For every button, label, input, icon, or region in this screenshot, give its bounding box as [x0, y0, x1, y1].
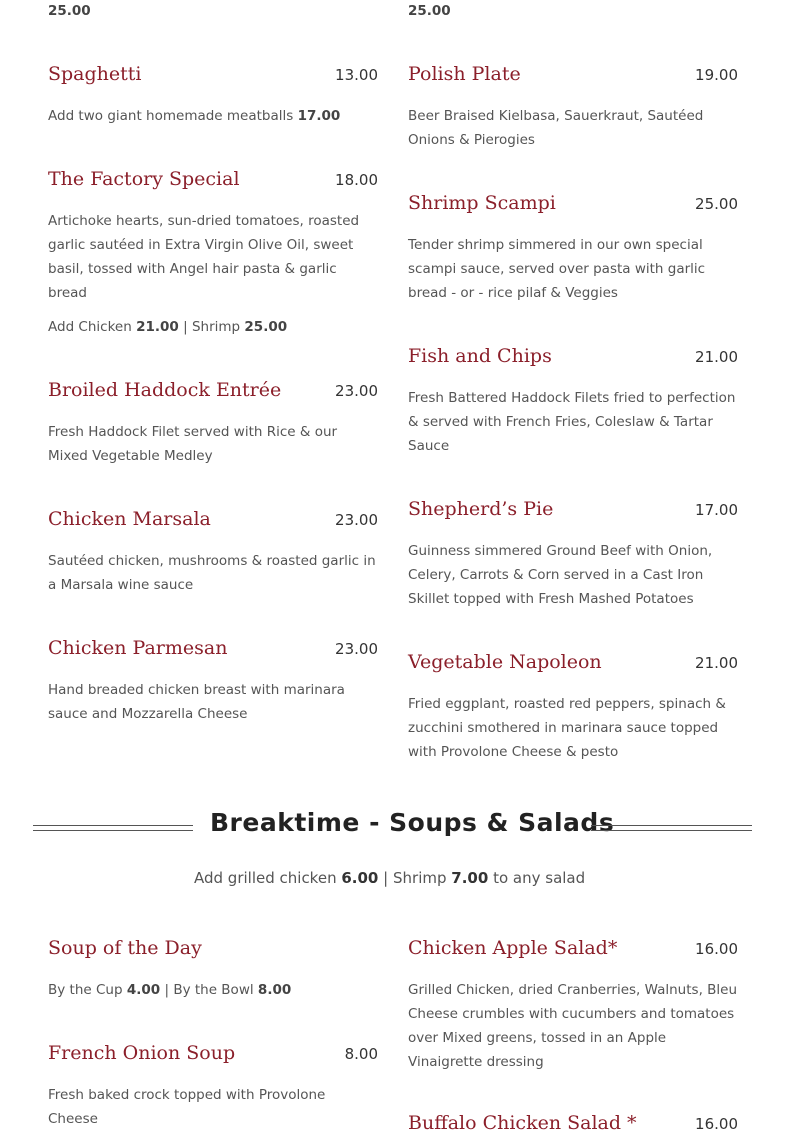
section-rule-right	[591, 825, 752, 831]
item-price: 23.00	[335, 382, 378, 400]
item-description: Grilled Chicken, dried Cranberries, Walnuts, Bleu Cheese crumbles with cucumbers and tomatoes over Mixed greens, tossed in an Apple Vinaigrette dressing	[408, 982, 738, 1070]
item-name: Shepherd’s Pie	[408, 498, 554, 520]
item-price: 16.00	[695, 940, 738, 958]
item-price: 16.00	[695, 1115, 738, 1133]
item-description: Sautéed chicken, mushrooms & roasted garlic in a Marsala wine sauce	[48, 553, 376, 593]
item-price: 17.00	[695, 501, 738, 519]
item-description: Fresh Battered Haddock Filets fried to perfection & served with French Fries, Coleslaw & Tartar Sauce	[408, 390, 736, 454]
item-price: 25.00	[695, 195, 738, 213]
item-price: 21.00	[695, 654, 738, 672]
item-description: Artichoke hearts, sun-dried tomatoes, roasted garlic sautéed in Extra Virgin Olive Oil, sweet basil, tossed with Angel hair pasta & garlic bread	[48, 213, 360, 301]
item-name: Shrimp Scampi	[408, 192, 556, 214]
section-title: Breaktime - Soups & Salads	[210, 808, 615, 837]
item-name: Broiled Haddock Entrée	[48, 379, 282, 401]
item-price: 18.00	[335, 171, 378, 189]
item-description: Beer Braised Kielbasa, Sauerkraut, Sautéed Onions & Pierogies	[408, 108, 704, 148]
item-name: French Onion Soup	[48, 1042, 236, 1064]
prev-item-price-left: 25.00	[48, 3, 91, 19]
add-on-line: Add Chicken 21.00 | Shrimp 25.00	[48, 319, 288, 335]
item-name: Fish and Chips	[408, 345, 552, 367]
item-name: Spaghetti	[48, 63, 142, 85]
item-description: Guinness simmered Ground Beef with Onion, Celery, Carrots & Corn served in a Cast Iron Skillet topped with Fresh Mashed Potatoes	[408, 543, 713, 607]
item-name: The Factory Special	[48, 168, 240, 190]
item-name: Vegetable Napoleon	[408, 651, 602, 673]
item-price: 21.00	[695, 348, 738, 366]
item-name: Polish Plate	[408, 63, 521, 85]
prev-item-price-right: 25.00	[408, 3, 451, 19]
item-name: Chicken Apple Salad*	[408, 937, 618, 959]
item-description: Fresh Haddock Filet served with Rice & our Mixed Vegetable Medley	[48, 424, 338, 464]
item-name: Chicken Marsala	[48, 508, 211, 530]
item-price: 23.00	[335, 640, 378, 658]
item-description: Hand breaded chicken breast with marinara sauce and Mozzarella Cheese	[48, 682, 345, 722]
item-name: Chicken Parmesan	[48, 637, 228, 659]
item-price: 13.00	[335, 66, 378, 84]
item-price: 23.00	[335, 511, 378, 529]
menu-item-soup-of-the-day	[48, 937, 378, 959]
item-description: Fried eggplant, roasted red peppers, spinach & zucchini smothered in marinara sauce topped with Provolone Cheese & pesto	[408, 696, 726, 760]
item-price: 19.00	[695, 66, 738, 84]
section-note: Add grilled chicken 6.00 | Shrimp 7.00 to any salad	[194, 869, 586, 887]
item-description: Tender shrimp simmered in our own special scampi sauce, served over pasta with garlic bread - or - rice pilaf & Veggies	[408, 237, 706, 301]
item-name: Buffalo Chicken Salad *	[408, 1112, 637, 1134]
section-rule-left	[33, 825, 193, 831]
add-on-line: Add two giant homemade meatballs 17.00	[48, 108, 341, 124]
item-description: Fresh baked crock topped with Provolone Cheese	[48, 1087, 326, 1127]
item-price: 8.00	[344, 1045, 378, 1063]
item-name: Soup of the Day	[48, 937, 202, 959]
soup-pricing-line: By the Cup 4.00 | By the Bowl 8.00	[48, 982, 292, 998]
